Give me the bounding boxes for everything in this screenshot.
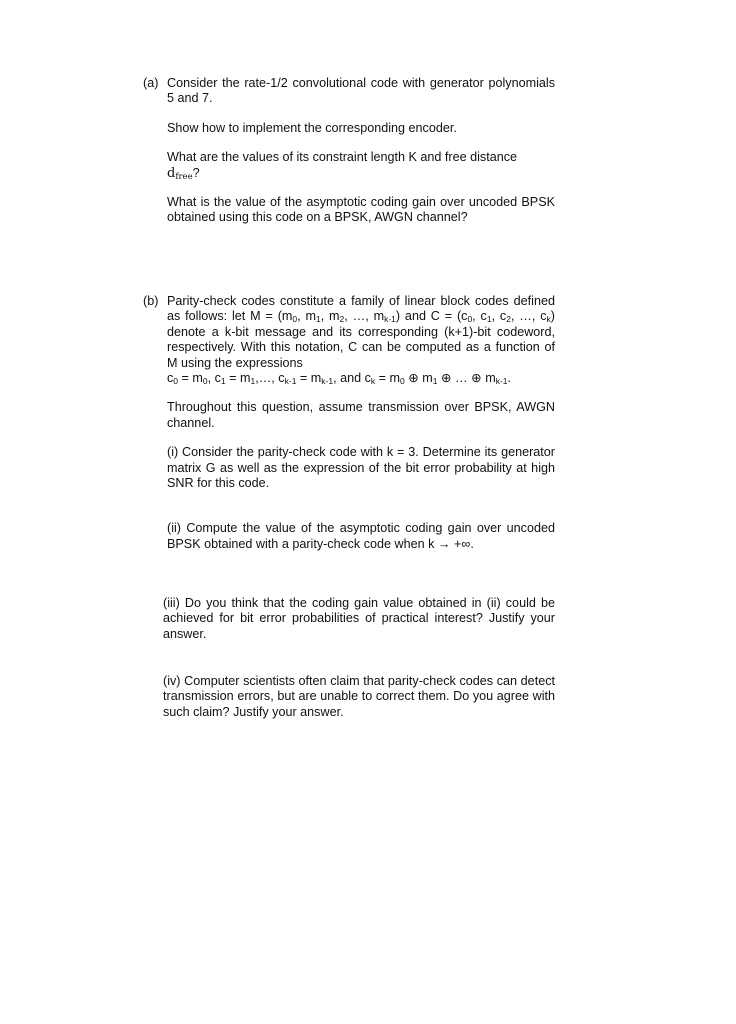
question-b-part-iv: (iv) Computer scientists often claim that parity-check codes can detect transmission errors, but are unable to correct them. Do you agree with such claim? Justify your answer. <box>163 674 555 719</box>
question-b-part-iii: (iii) Do you think that the coding gain value obtained in (ii) could be achieved for bit error probabilities of practical interest? Justify your answer. <box>163 596 555 641</box>
question-a-constraint <box>167 150 555 181</box>
question-b-label: (b) <box>143 294 159 308</box>
dfree-base: d <box>167 165 176 181</box>
question-b-part-ii: (ii) Compute the value of the asymptotic coding gain over uncoded BPSK obtained with a parity-check code when k → +∞. <box>167 521 555 551</box>
question-a <box>143 76 555 226</box>
question-a-encoder: Show how to implement the corresponding encoder. <box>167 120 457 135</box>
parity-expression: $c_0 = m_0$, $c_1$ = $m_1,\dots$, $c_{k-1} = m_{k-1}$, and $c_k = m_0$ ⊕ $m_1$ ⊕ … ⊕ $m_{k-1}$. <box>167 371 511 387</box>
question-b-part-iii-block <box>163 596 555 642</box>
question-b-part-iv-block <box>163 674 555 720</box>
question-b-assumption: Throughout this question, assume transmission over BPSK, AWGN channel. <box>167 400 555 430</box>
question-b-intro: Parity-check codes constitute a family of linear block codes defined as follows: let $M = (m_0$, $m_1$, $m_2$, …, $m_{k-1}$) and $C = (c_0$, $c_1$, $c_2$, …, $c_k$) denote a k-bit message and its corresponding (k+1)-bit codeword, respectively. With this notation, C can be computed as a function of M using the expressions $c_0 = m_0$, $c_1$ = $m_1,\dots$, $c_{k-1} = m_{k-1}$, and $c_k = m_0$ ⊕ $m_1$ ⊕ … ⊕ $m_{k-1}$. <box>167 294 555 387</box>
question-mark: ? <box>192 165 200 180</box>
question-b <box>143 294 555 552</box>
question-a-body <box>167 76 555 226</box>
question-a-coding-gain: What is the value of the asymptotic coding gain over uncoded BPSK obtained using this code on a BPSK, AWGN channel? <box>167 195 555 225</box>
question-a-intro: Consider the rate-1/2 convolutional code with generator polynomials 5 and 7. <box>167 76 555 106</box>
question-a-constraint-text: What are the values of its constraint length K and free distance <box>167 150 518 165</box>
question-a-label: (a) <box>143 76 159 90</box>
dfree-symbol <box>167 166 193 181</box>
dfree-subscript: free <box>175 171 193 182</box>
question-b-part-i: (i) Consider the parity-check code with k = 3. Determine its generator matrix G as well as the expression of the bit error probability at high SNR for this code. <box>167 445 555 491</box>
question-b-body <box>167 294 555 552</box>
